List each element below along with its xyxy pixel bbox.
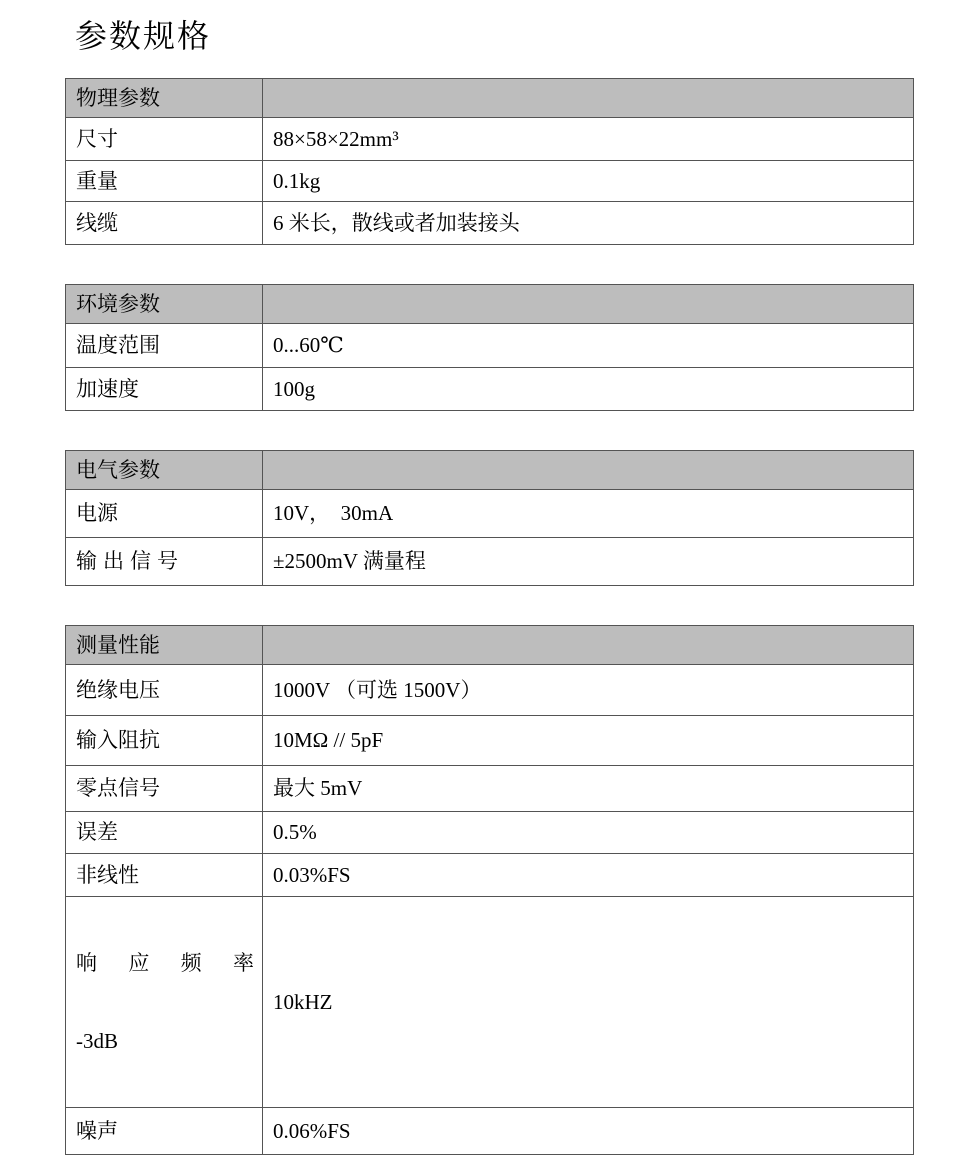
param-label-cell: 电源 (66, 490, 263, 538)
table-row (66, 202, 914, 245)
table-header-row (66, 79, 914, 118)
param-value-cell: 100g (263, 368, 914, 411)
table-header-row (66, 285, 914, 324)
param-label-cell (66, 897, 263, 1108)
table-row (66, 716, 914, 766)
table-row (66, 118, 914, 161)
param-label-cell: 误差 (66, 812, 263, 854)
param-label-cell: 绝缘电压 (66, 665, 263, 716)
param-value-cell: 6 米长，散线或者加装接头 (263, 202, 914, 245)
table-row (66, 490, 914, 538)
table-header-cell: 电气参数 (66, 451, 263, 490)
param-value-cell: ±2500mV 满量程 (263, 538, 914, 586)
table-header-empty-cell (263, 285, 914, 324)
param-value-cell: 10MΩ // 5pF (263, 716, 914, 766)
measurement-performance-table (65, 625, 914, 1155)
param-value-cell: 0...60℃ (263, 324, 914, 368)
table-row (66, 368, 914, 411)
page-title: 参数规格 (75, 18, 212, 54)
param-label-cell: 噪声 (66, 1108, 263, 1155)
param-value-cell: 1000V （可选 1500V） (263, 665, 914, 716)
param-label-cell: 输入阻抗 (66, 716, 263, 766)
table-row (66, 854, 914, 897)
param-label-cell: 输出信号 (66, 538, 263, 586)
param-label-line2: -3dB (76, 1029, 118, 1054)
param-value-cell: 0.06%FS (263, 1108, 914, 1155)
environment-params-table (65, 284, 914, 411)
param-label-cell: 重量 (66, 161, 263, 202)
table-header-row (66, 626, 914, 665)
table-header-cell: 物理参数 (66, 79, 263, 118)
param-label-line1: 响应频率 (76, 950, 254, 975)
param-label-cell: 线缆 (66, 202, 263, 245)
param-value-cell: 10V， 30mA (263, 490, 914, 538)
table-header-cell: 测量性能 (66, 626, 263, 665)
table-row (66, 897, 914, 1108)
param-value-cell: 0.03%FS (263, 854, 914, 897)
electrical-params-table (65, 450, 914, 586)
table-row (66, 538, 914, 586)
param-value-cell: 0.5% (263, 812, 914, 854)
table-header-cell: 环境参数 (66, 285, 263, 324)
table-row (66, 665, 914, 716)
param-label-cell: 非线性 (66, 854, 263, 897)
param-label-cell: 温度范围 (66, 324, 263, 368)
param-value-cell: 88×58×22mm³ (263, 118, 914, 161)
table-header-empty-cell (263, 79, 914, 118)
table-header-row (66, 451, 914, 490)
physical-params-table (65, 78, 914, 245)
table-row (66, 766, 914, 812)
table-header-empty-cell (263, 451, 914, 490)
param-value-cell: 10kHZ (263, 897, 914, 1108)
table-row (66, 812, 914, 854)
table-row (66, 324, 914, 368)
param-value-cell: 最大 5mV (263, 766, 914, 812)
table-row (66, 1108, 914, 1155)
table-header-empty-cell (263, 626, 914, 665)
param-label-cell: 尺寸 (66, 118, 263, 161)
param-value-cell: 0.1kg (263, 161, 914, 202)
param-label-cell: 零点信号 (66, 766, 263, 812)
table-row (66, 161, 914, 202)
param-label-cell: 加速度 (66, 368, 263, 411)
